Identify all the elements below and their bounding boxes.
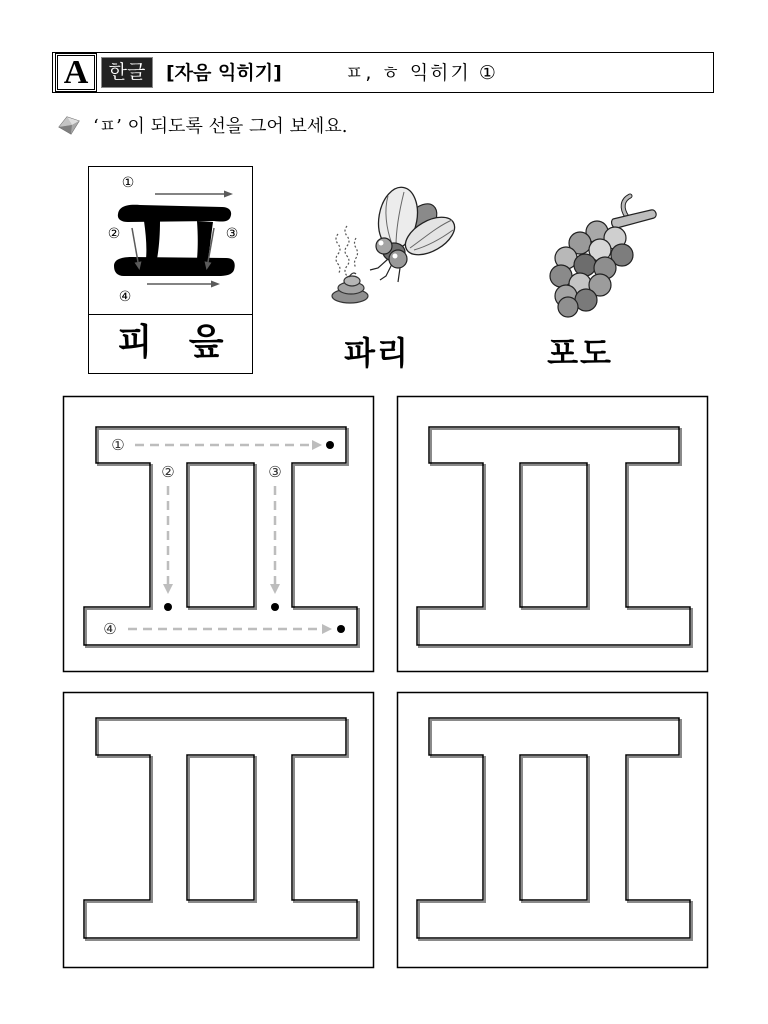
pieup-outline — [417, 718, 690, 938]
grape-berry — [574, 254, 596, 276]
poop-icon — [332, 273, 368, 303]
stroke-step-1: ① — [121, 174, 134, 191]
grape-stem — [612, 196, 657, 228]
stroke-step-2: ② — [107, 225, 120, 242]
tracing-template — [396, 691, 710, 970]
fly-icon — [320, 180, 465, 310]
stink-line — [355, 238, 358, 268]
consonant-name: 피 읖 — [89, 314, 252, 372]
eye-highlight — [379, 241, 384, 246]
tracing-box — [62, 691, 376, 970]
stroke-arrow-2 — [132, 228, 138, 262]
stroke-order-card — [88, 166, 253, 374]
pieup-outline-shadow — [86, 720, 359, 940]
fly-label: 파리 — [344, 334, 410, 372]
guide-arrow-head-4 — [322, 624, 332, 634]
stink-lines — [336, 226, 358, 276]
guide-step-2: ② — [161, 463, 175, 481]
unit-title: [자음 익히기] — [166, 62, 282, 84]
glyph-bottom-stroke — [114, 257, 235, 276]
fly-leg — [398, 268, 400, 282]
guide-end-dot-4 — [337, 625, 345, 633]
subject-badge: 한글 — [101, 57, 153, 88]
guide-arrow-head-2 — [163, 584, 173, 594]
guide-arrow-head-3 — [270, 584, 280, 594]
pieup-outline-shadow — [419, 429, 692, 647]
grapes-icon — [545, 190, 660, 325]
stroke-order-diagram — [88, 166, 253, 315]
fly-picture — [320, 180, 465, 310]
guide-step-3: ③ — [268, 463, 282, 481]
tracing-box — [396, 691, 710, 970]
instruction-text: ‘ㅍ’ 이 되도록 선을 그어 보세요. — [93, 116, 348, 137]
glyph-left-stroke — [144, 221, 160, 259]
grape-berry — [558, 297, 578, 317]
guide-arrow-head-1 — [312, 440, 322, 450]
guide-end-dot-2 — [164, 603, 172, 611]
stroke-step-4: ④ — [118, 288, 131, 305]
tracing-template — [62, 691, 376, 970]
worksheet-header — [52, 52, 714, 93]
grape-berries — [550, 221, 633, 317]
stroke-step-3: ③ — [225, 225, 238, 242]
box-frame — [398, 693, 708, 968]
fly-leg — [380, 264, 392, 280]
stink-line — [336, 234, 340, 274]
glyph-top-stroke — [117, 204, 230, 221]
tracing-template — [62, 395, 376, 674]
diamond-bullet-icon — [56, 114, 82, 138]
glyph-right-stroke — [197, 221, 213, 259]
guide-step-1: ① — [111, 436, 125, 454]
tracing-box — [396, 395, 710, 674]
box-frame — [398, 397, 708, 672]
pieup-outline-shadow — [419, 720, 692, 940]
tracing-template — [396, 395, 710, 674]
stroke-arrow-4-head — [211, 280, 220, 287]
guide-end-dot-3 — [271, 603, 279, 611]
pieup-outline — [84, 427, 357, 645]
poop-top — [344, 276, 360, 286]
tracing-box-guided — [62, 395, 376, 674]
pieup-glyph-calligraphy — [114, 204, 235, 275]
lesson-title: ㅍ, ㅎ 익히기 ① — [345, 62, 498, 84]
fly-body-group — [370, 184, 461, 282]
pieup-outline — [417, 427, 690, 645]
box-frame — [64, 693, 374, 968]
pieup-outline-shadow — [86, 429, 359, 647]
fly-leg — [370, 259, 388, 270]
grapes-picture — [545, 190, 660, 325]
guide-end-dot-1 — [326, 441, 334, 449]
stink-line — [345, 226, 349, 276]
fly-eye — [389, 250, 407, 268]
pieup-outline — [84, 718, 357, 938]
eye-highlight — [393, 254, 398, 259]
section-letter-box: A — [55, 53, 97, 92]
stroke-arrow-1-head — [224, 190, 233, 197]
guide-step-4: ④ — [103, 620, 117, 638]
stem-branch — [612, 210, 657, 228]
grapes-label: 포도 — [547, 334, 613, 372]
fly-eye — [376, 238, 392, 254]
